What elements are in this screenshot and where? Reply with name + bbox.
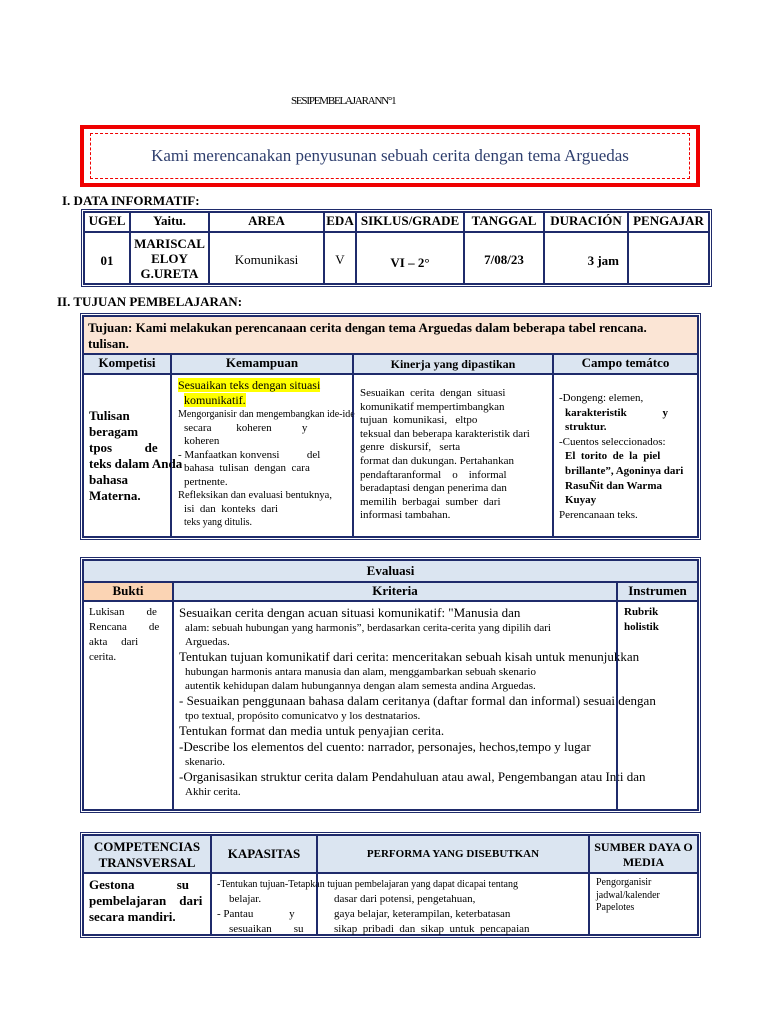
sumber-header-line: MEDIA bbox=[622, 855, 665, 869]
kriteria-line: -Organisasikan struktur cerita dalam Pendahuluan atau awal, Pengembangan atau Inti dan bbox=[179, 769, 646, 784]
evaluasi-table bbox=[80, 557, 701, 813]
kinerja-line: memilih berbagai sumber dari bbox=[360, 495, 501, 508]
performa-line: dasar dari potensi, pengetahuan, bbox=[334, 893, 476, 905]
kemampuan-line: Mengorganisir dan mengembangkan ide-ide bbox=[178, 409, 355, 420]
kompetisi-line: tpos de bbox=[89, 440, 158, 455]
lesson-title-banner bbox=[80, 125, 700, 187]
competencias-header-line: TRANSVERSAL bbox=[98, 855, 196, 870]
kompetisi-line: bahasa bbox=[89, 472, 129, 487]
header-sumber bbox=[589, 835, 698, 873]
kriteria-line: Arguedas. bbox=[185, 636, 230, 648]
kinerja-line: format dan dukungan. Pertahankan bbox=[360, 454, 514, 467]
header-campo: Campo temátco bbox=[553, 354, 698, 374]
kemampuan-line: koheren bbox=[184, 435, 220, 447]
yaitu-line: G.URETA bbox=[140, 266, 199, 281]
kapasitas-line: sesuaikan su bbox=[229, 923, 304, 935]
yaitu-line: ELOY bbox=[151, 251, 188, 266]
sumber-line: Papelotes bbox=[596, 902, 635, 913]
cell-ugel: 01 bbox=[84, 232, 130, 284]
kemampuan-line: Sesuaikan teks dengan situasi bbox=[178, 378, 321, 392]
kemampuan-line: isi dan konteks dari bbox=[184, 502, 279, 515]
header-pengajar: PENGAJAR bbox=[628, 212, 709, 232]
competencias-line: pembelajaran dari bbox=[89, 893, 203, 908]
kompetisi-line: beragam bbox=[89, 424, 139, 439]
tujuan-line: Tujuan: Kami melakukan perencanaan cerita dengan tema Arguedas dalam beberapa tabel rencana. bbox=[88, 320, 647, 335]
tujuan-statement bbox=[83, 316, 698, 354]
section-heading-data-informatif: I. DATA INFORMATIF: bbox=[62, 193, 200, 208]
kompetisi-line: Tulisan bbox=[89, 408, 130, 423]
cell-bukti bbox=[83, 601, 173, 810]
kinerja-line: Sesuaikan cerita dengan situasi bbox=[360, 387, 506, 399]
header-performa: PERFORMA YANG DISEBUTKAN bbox=[317, 835, 589, 873]
instrumen-line: holistik bbox=[624, 621, 659, 633]
bukti-line: Rencana de bbox=[89, 621, 160, 633]
section-heading-tujuan: II. TUJUAN PEMBELAJARAN: bbox=[57, 294, 243, 309]
cell-competencias bbox=[83, 873, 211, 935]
bukti-line: cerita. bbox=[89, 651, 117, 663]
bukti-line: akta dari bbox=[89, 636, 139, 648]
header-kinerja: Kinerja yang dipastikan bbox=[353, 354, 553, 374]
instrumen-line: Rubrik bbox=[624, 606, 659, 618]
header-competencias bbox=[83, 835, 211, 873]
sumber-header-line: SUMBER DAYA O bbox=[594, 840, 693, 854]
info-table bbox=[81, 209, 712, 287]
header-yaitu: Yaitu. bbox=[130, 212, 209, 232]
campo-line: brillante”, Agoninya dari bbox=[565, 464, 684, 477]
kriteria-line: Sesuaikan cerita dengan acuan situasi komunikatif: "Manusia dan bbox=[179, 605, 521, 620]
lesson-title: Kami merencanakan penyusunan sebuah cerita dengan tema Arguedas bbox=[151, 146, 629, 165]
cell-siklus: VI – 2° bbox=[356, 232, 464, 284]
header-eda: EDA bbox=[324, 212, 356, 232]
evaluasi-title: Evaluasi bbox=[83, 560, 698, 582]
header-instrumen: Instrumen bbox=[617, 582, 698, 601]
kemampuan-line: secara koheren y bbox=[184, 421, 308, 434]
kemampuan-line: teks yang ditulis. bbox=[184, 517, 253, 528]
kapasitas-line: - Pantau y bbox=[217, 908, 295, 920]
sumber-line: jadwal/kalender bbox=[596, 889, 660, 901]
kriteria-line: -Describe los elementos del cuento: narrador, personajes, hechos,tempo y lugar bbox=[179, 739, 591, 754]
cell-eda: V bbox=[324, 232, 356, 284]
sumber-line: Pengorganisir bbox=[596, 877, 652, 888]
cell-campo bbox=[553, 374, 698, 537]
kapasitas-line: belajar. bbox=[229, 893, 262, 905]
yaitu-line: MARISCAL bbox=[134, 236, 205, 251]
kinerja-line: teksual dan beberapa karakteristik dari bbox=[360, 427, 530, 440]
campo-line: karakteristik y bbox=[565, 406, 668, 419]
tujuan-line: tulisan. bbox=[88, 336, 129, 351]
kriteria-line: alam: sebuah hubungan yang harmonis”, berdasarkan cerita-cerita yang dipilih dari bbox=[185, 622, 551, 634]
kriteria-line: hubungan harmonis antara manusia dan alam, menggambarkan sebuah skenario bbox=[185, 666, 536, 678]
header-bukti: Bukti bbox=[83, 582, 173, 601]
competencias-line: secara mandiri. bbox=[89, 909, 176, 924]
cell-pengajar bbox=[628, 232, 709, 284]
header-siklus: SIKLUS/GRADE bbox=[356, 212, 464, 232]
campo-line: -Cuentos seleccionados: bbox=[559, 435, 666, 448]
kriteria-line: tpo textual, propósito comunicatvo y los destnatarios. bbox=[185, 710, 421, 722]
kriteria-line: Tentukan tujuan komunikatif dari cerita: menceritakan sebuah kisah untuk menunjukkan bbox=[179, 649, 640, 664]
cell-kemampuan bbox=[171, 374, 353, 537]
campo-line: struktur. bbox=[565, 421, 607, 434]
kemampuan-line: pertnente. bbox=[184, 475, 228, 488]
competencias-line: Gestona su bbox=[89, 877, 190, 892]
kinerja-line: tujuan komunikasi, eltpo bbox=[360, 414, 478, 427]
cell-kinerja bbox=[353, 374, 553, 537]
cell-duracion: 3 jam bbox=[544, 232, 628, 284]
cell-tanggal: 7/08/23 bbox=[464, 232, 544, 284]
cell-yaitu bbox=[130, 232, 209, 284]
kinerja-line: komunikatif mempertimbangkan bbox=[360, 400, 505, 413]
performa-line: gaya belajar, keterampilan, keterbatasan bbox=[334, 908, 511, 920]
cell-area: Komunikasi bbox=[209, 232, 324, 284]
document-title: SESIPEMBELAJARANN°1 bbox=[291, 95, 396, 107]
kompetisi-line: teks dalam Anda bbox=[89, 456, 183, 471]
kinerja-line: beradaptasi dengan penerima dan bbox=[360, 482, 507, 495]
cell-kompetisi bbox=[83, 374, 183, 537]
kinerja-line: pendaftaranformal o informal bbox=[360, 468, 507, 481]
campo-line: Perencanaan teks. bbox=[559, 508, 638, 521]
kemampuan-line: Refleksikan dan evaluasi bentuknya, bbox=[178, 490, 332, 501]
campo-line: El torito de la piel bbox=[565, 450, 661, 463]
header-kemampuan: Kemampuan bbox=[171, 354, 353, 374]
tujuan-table bbox=[80, 313, 701, 540]
kemampuan-line: - Manfaatkan konvensi del bbox=[178, 448, 321, 461]
kemampuan-line: komunikatif. bbox=[184, 392, 246, 407]
cell-performa bbox=[317, 873, 589, 935]
campo-line: RasuÑit dan Warma bbox=[565, 479, 662, 492]
kinerja-line: informasi tambahan. bbox=[360, 509, 451, 522]
cell-sumber bbox=[589, 873, 698, 935]
kapasitas-line: -Tentukan tujuan-Tetapkan tujuan pembelajaran yang dapat dicapai tentang bbox=[217, 879, 518, 890]
campo-line: Kuyay bbox=[565, 494, 597, 507]
kinerja-line: genre diskursif, serta bbox=[360, 441, 461, 454]
header-tanggal: TANGGAL bbox=[464, 212, 544, 232]
kriteria-line: Akhir cerita. bbox=[185, 786, 241, 798]
cell-instrumen bbox=[617, 601, 698, 810]
kompetisi-line: Materna. bbox=[89, 488, 141, 503]
kriteria-line: Tentukan format dan media untuk penyajian cerita. bbox=[179, 723, 445, 738]
bukti-line: Lukisan de bbox=[89, 606, 157, 618]
header-kompetisi: Kompetisi bbox=[83, 354, 171, 374]
header-ugel: UGEL bbox=[84, 212, 130, 232]
performa-line: sikap pribadi dan sikap untuk pencapaian bbox=[334, 923, 530, 935]
header-kapasitas: KAPASITAS bbox=[211, 835, 317, 873]
competencias-table bbox=[80, 832, 701, 938]
campo-line: -Dongeng: elemen, bbox=[559, 392, 644, 404]
header-kriteria: Kriteria bbox=[173, 582, 617, 601]
header-duracion: DURACIÓN bbox=[544, 212, 628, 232]
competencias-header-line: COMPETENCIAS bbox=[93, 839, 201, 854]
kriteria-line: skenario. bbox=[185, 756, 226, 768]
header-area: AREA bbox=[209, 212, 324, 232]
kriteria-line: autentik kehidupan dalam hubungannya dengan alam semesta andina Arguedas. bbox=[185, 680, 536, 692]
kriteria-line: - Sesuaikan penggunaan bahasa dalam ceritanya (daftar formal dan informal) sesuai dengan bbox=[179, 693, 656, 708]
kemampuan-line: bahasa tulisan dengan cara bbox=[184, 462, 310, 474]
